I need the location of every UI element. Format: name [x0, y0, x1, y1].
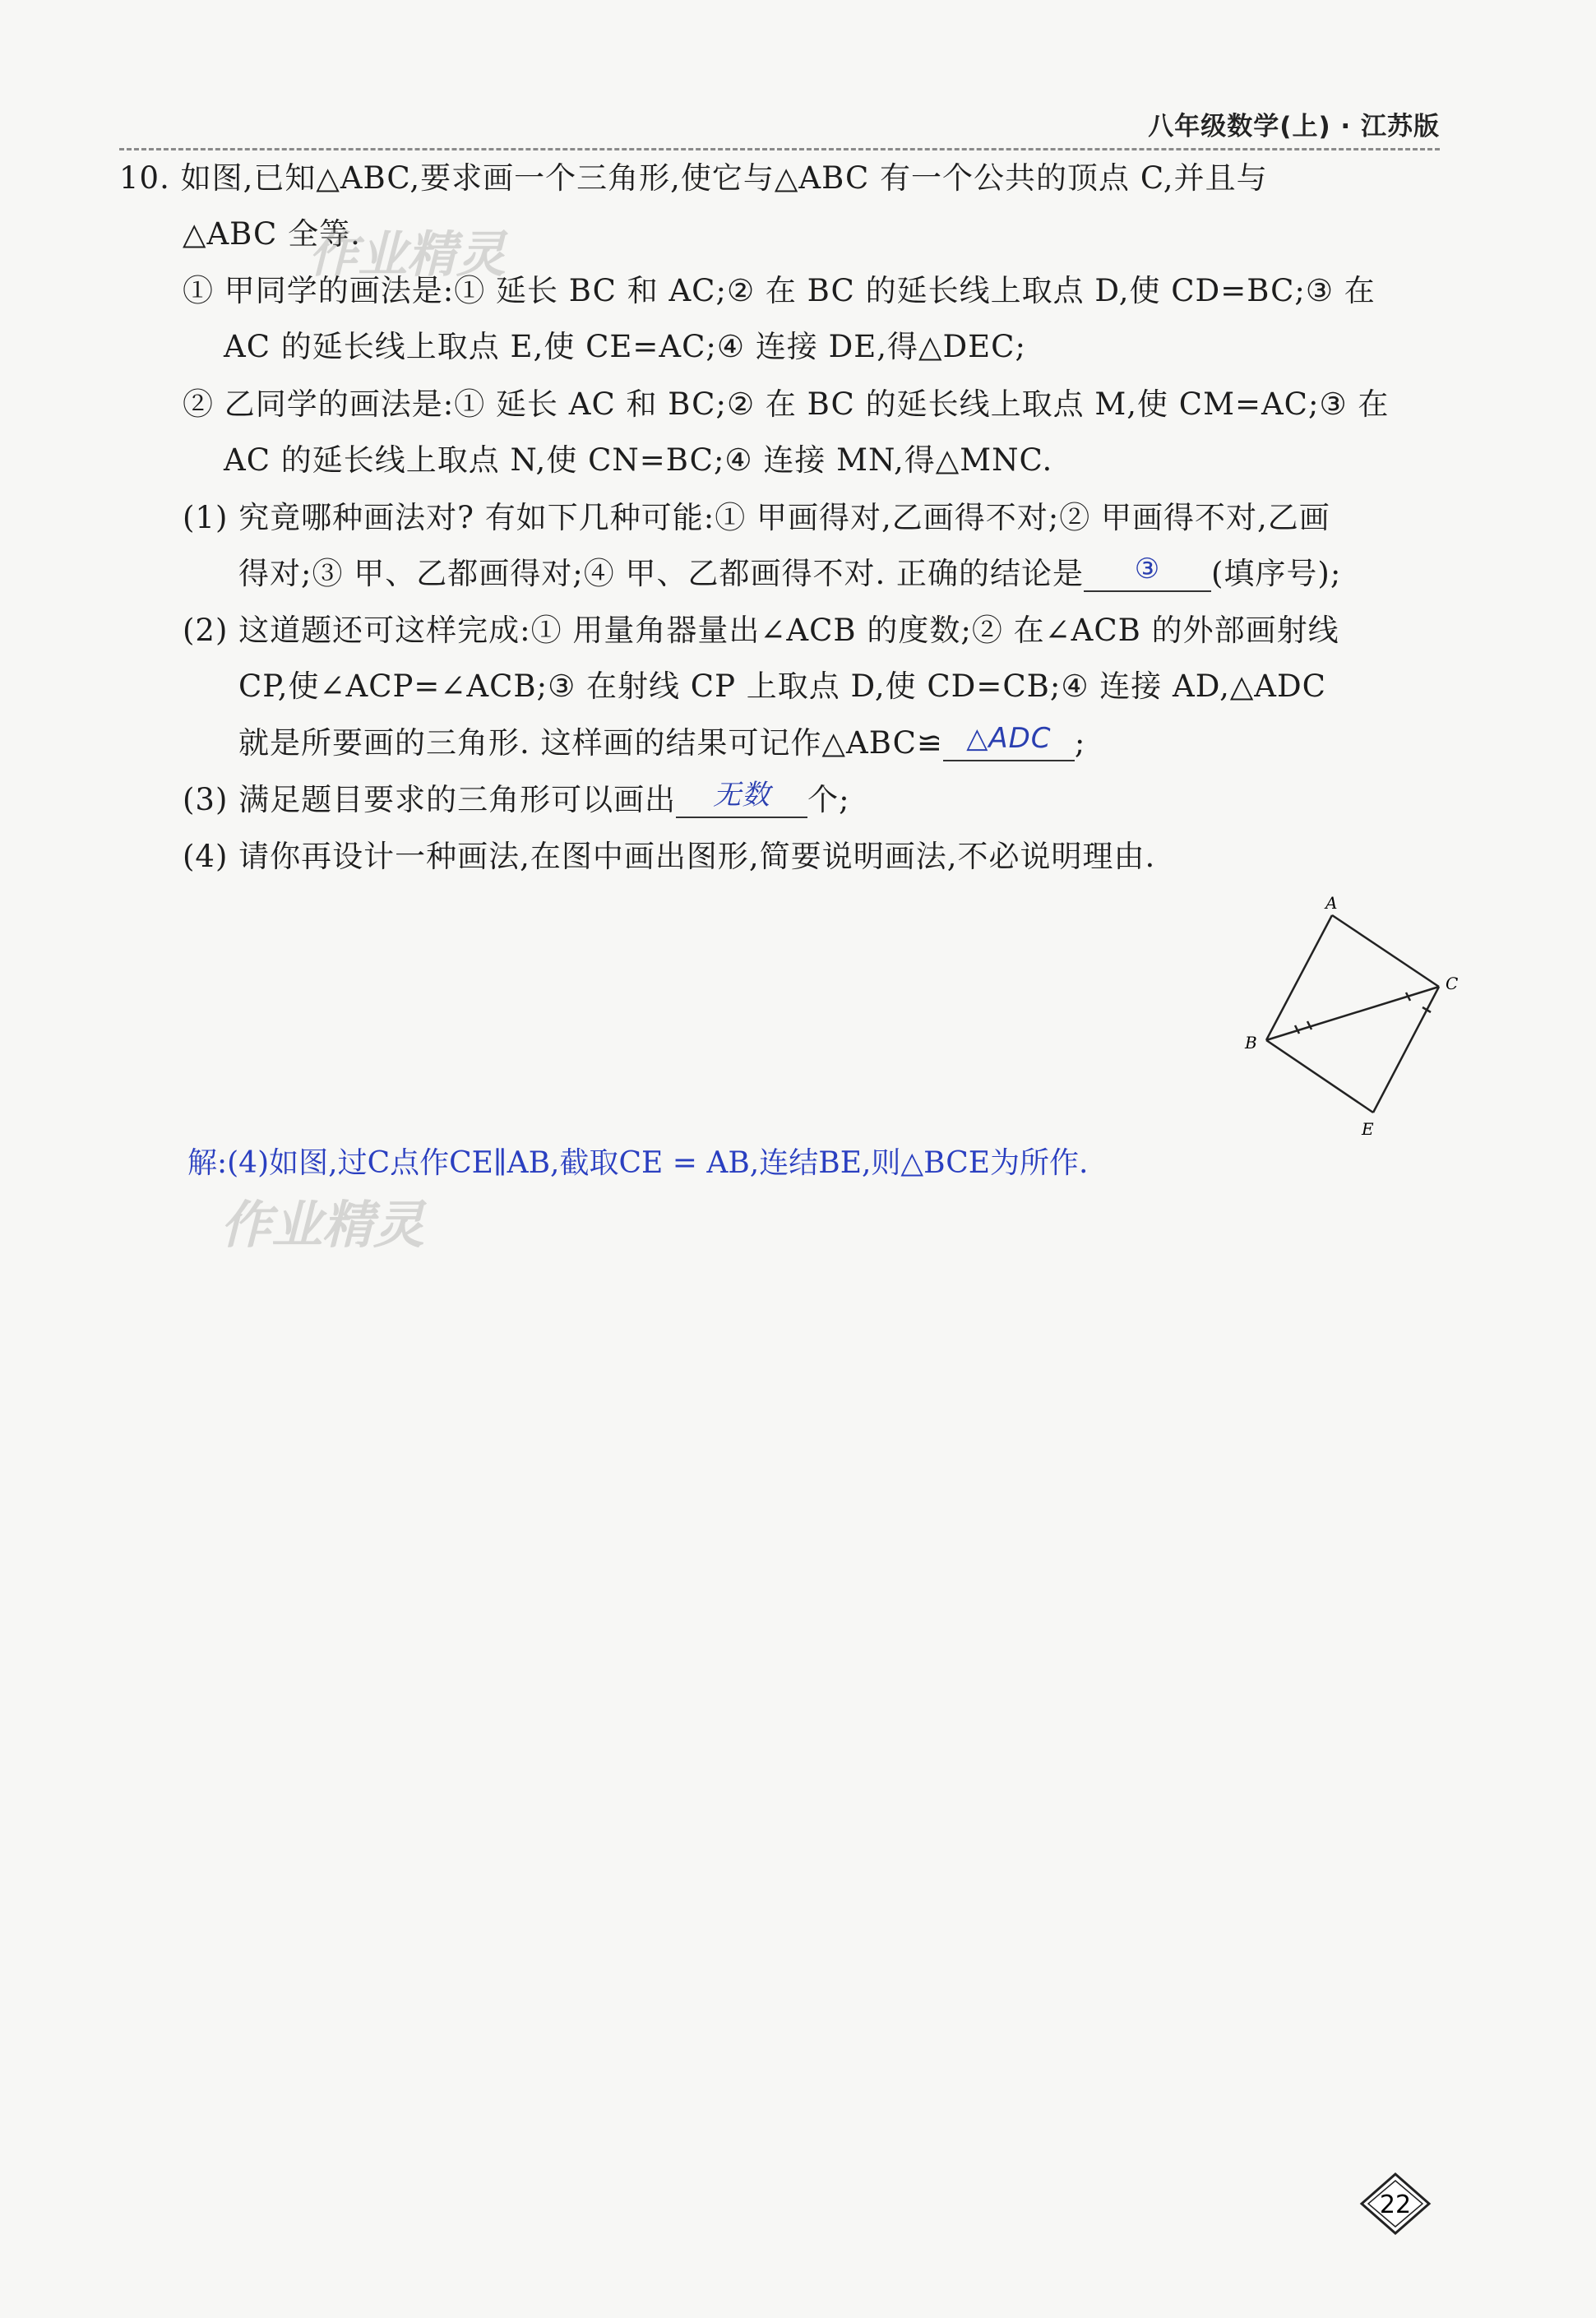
geometry-figure [1233, 884, 1497, 1147]
segment-ac [1332, 915, 1439, 987]
segment-bc [1266, 987, 1439, 1040]
question-2-answer-blank [943, 722, 1075, 761]
question-2-text: 就是所要画的三角形. 这样画的结果可记作△ABC≌ [238, 725, 943, 761]
segment-ce [1373, 987, 1439, 1113]
label-c: C [1446, 974, 1459, 993]
question-2-line-2: CP,使∠ACP=∠ACB;③ 在射线 CP 上取点 D,使 CD=CB;④ 连接 AD,△ADC [238, 669, 1326, 704]
method-a-line-1: ① 甲同学的画法是:① 延长 BC 和 AC;② 在 BC 的延长线上取点 D,使 CD=BC;③ 在 [183, 273, 1376, 308]
question-1-answer: ③ [1134, 553, 1161, 585]
watermark-top: 作业精灵 [308, 226, 506, 284]
question-2-line-1: (2) 这道题还可这样完成:① 用量角器量出∠ACB 的度数;② 在∠ACB 的外部画射线 [183, 613, 1339, 648]
question-3-answer-blank [676, 779, 807, 818]
question-1-line-1: (1) 究竟哪种画法对? 有如下几种可能:① 甲画得对,乙画得不对;② 甲画得不对,乙画 [183, 500, 1330, 535]
question-1-text: 得对;③ 甲、乙都画得对;④ 甲、乙都画得不对. 正确的结论是 [238, 556, 1084, 591]
question-2-answer: △ADC [966, 722, 1052, 755]
question-3-text: (3) 满足题目要求的三角形可以画出 [183, 782, 677, 817]
header-divider [119, 148, 1440, 150]
question-3-line [183, 779, 850, 818]
page-number: 22 [1379, 2191, 1412, 2219]
segment-be [1266, 1040, 1373, 1113]
problem-stem-line-1 [119, 160, 1268, 197]
method-b-line-1: ② 乙同学的画法是:① 延长 AC 和 BC;② 在 BC 的延长线上取点 M,使 CM=AC;③ 在 [183, 386, 1390, 422]
label-e: E [1362, 1119, 1374, 1139]
question-1-suffix: (填序号); [1210, 556, 1342, 591]
watermark-bottom: 作业精灵 [220, 1195, 425, 1255]
question-2-suffix: ; [1074, 725, 1086, 761]
page-number-badge [1358, 2171, 1432, 2237]
label-a: A [1325, 893, 1338, 913]
question-3-answer: 无数 [713, 779, 771, 812]
question-4-line: (4) 请你再设计一种画法,在图中画出图形,简要说明画法,不必说明理由. [183, 839, 1156, 874]
question-1-answer-blank [1084, 553, 1211, 592]
solution-text: 解:(4)如图,过C点作CE∥AB,截取CE = AB,连结BE,则△BCE为所作. [187, 1146, 1089, 1180]
segment-ab [1266, 915, 1332, 1040]
method-b-line-2: AC 的延长线上取点 N,使 CN=BC;④ 连接 MN,得△MNC. [224, 442, 1053, 478]
method-a-line-2: AC 的延长线上取点 E,使 CE=AC;④ 连接 DE,得△DEC; [224, 329, 1026, 364]
header-title: 八年级数学(上) · 江苏版 [1148, 112, 1440, 141]
question-3-suffix: 个; [807, 782, 850, 817]
question-2-line-3 [238, 722, 1086, 761]
problem-stem-line-2: △ABC 全等. [183, 216, 361, 252]
problem-number: 10. [119, 160, 170, 196]
diamond-icon [1358, 2171, 1432, 2237]
question-1-line-2 [238, 553, 1342, 592]
triangle-diagram [1233, 884, 1497, 1147]
problem-stem-text-1: 如图,已知△ABC,要求画一个三角形,使它与△ABC 有一个公共的顶点 C,并且与 [180, 160, 1268, 196]
label-b: B [1245, 1033, 1257, 1053]
